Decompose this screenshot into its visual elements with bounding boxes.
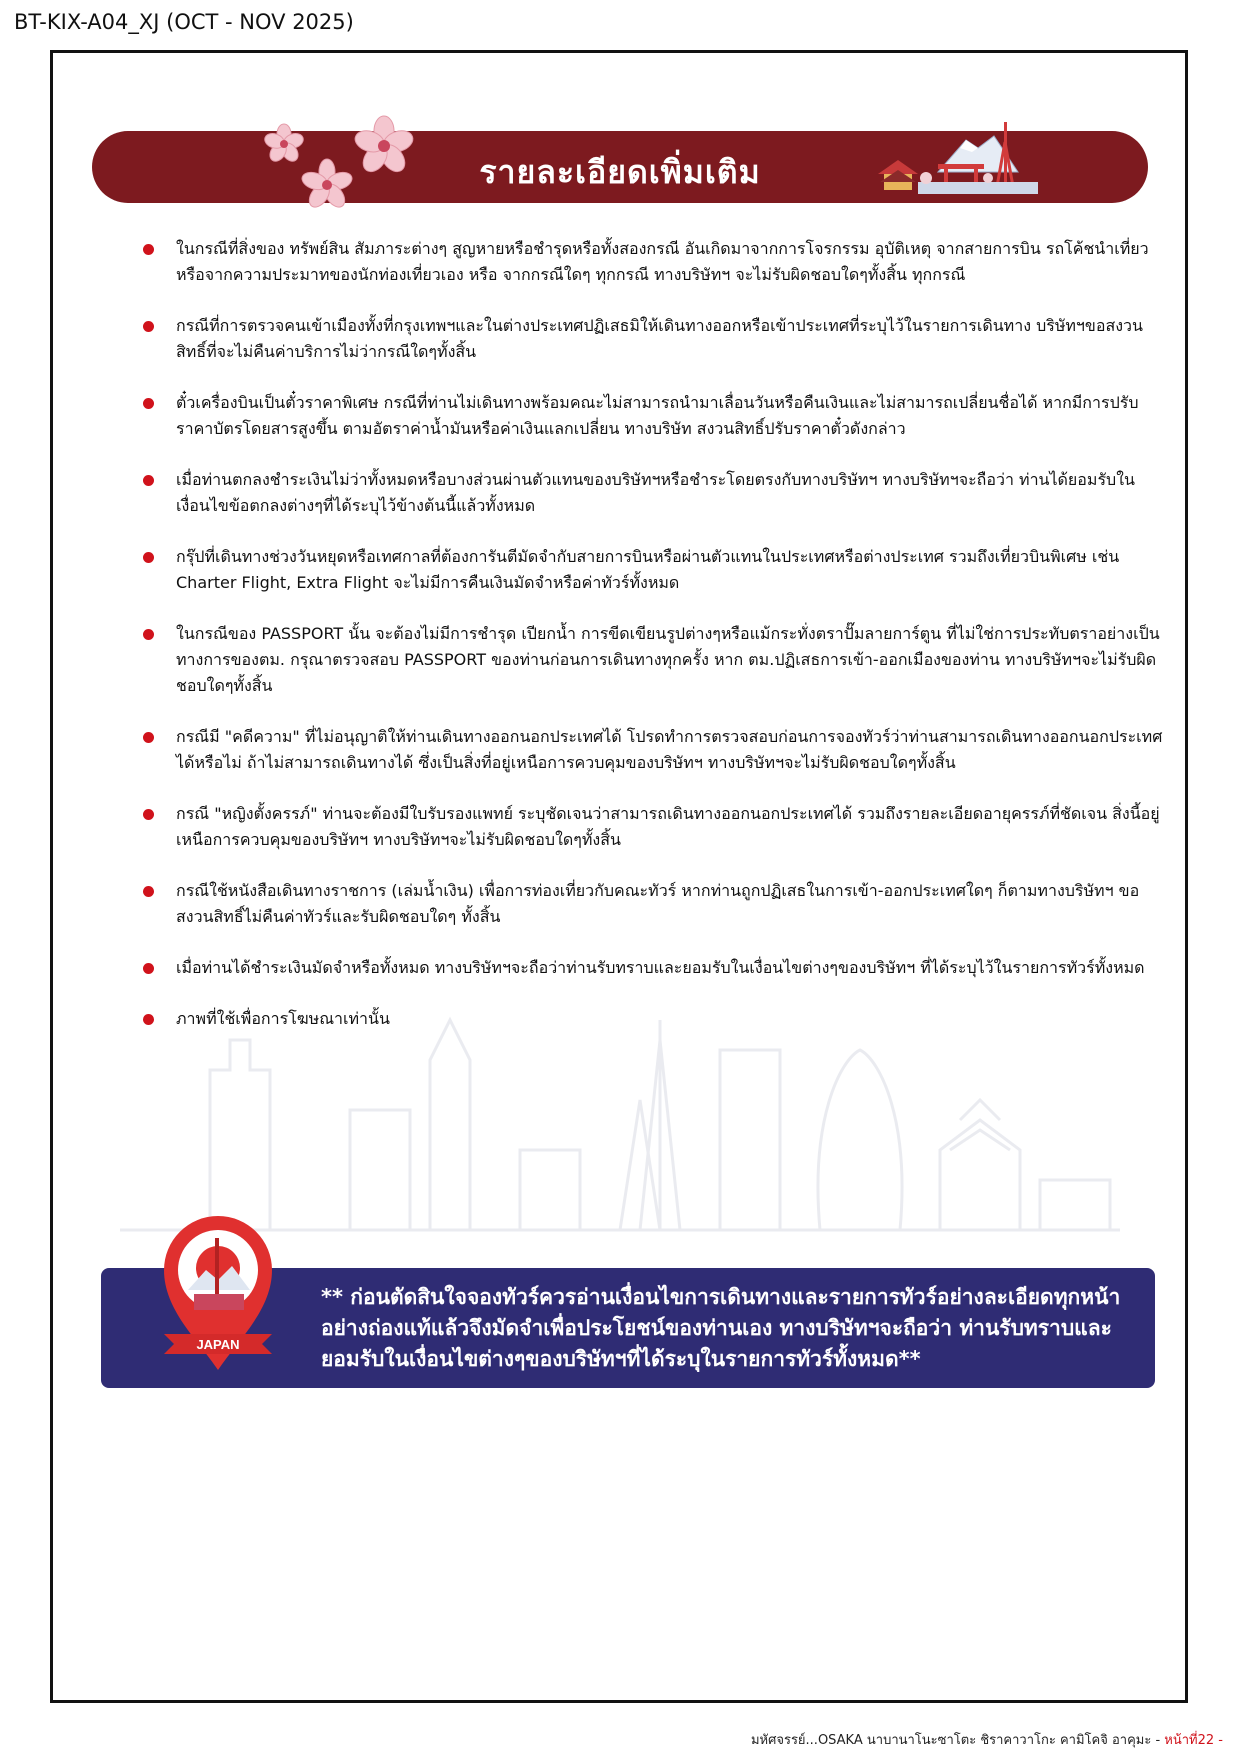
list-item-text: ในกรณีที่สิ่งของ ทรัพย์สิน สัมภาระต่างๆ สูญหายหรือชำรุดหรือทั้งสองกรณี อันเกิดมาจากการโจรกรรม อุบัติเหตุ จากสายการบิน รถโค้ชนำเที่ยว หรือจากความประมาทของนักท่องเที่ยวเอง หรือ จากกรณีใดๆ ทุกกรณี ทางบริษัทฯ จะไม่รับผิดชอบใดๆทั้งสิ้น ทุกกรณี <box>176 239 1149 284</box>
japan-map-pin-icon <box>158 1210 278 1380</box>
bullet-dot-icon <box>143 809 154 820</box>
list-item <box>140 467 1170 519</box>
sakura-flower-icon <box>352 114 416 178</box>
list-item-text: กรณีใช้หนังสือเดินทางราชการ (เล่มน้ำเงิน) เพื่อการท่องเที่ยวกับคณะทัวร์ หากท่านถูกปฏิเสธในการเข้า-ออกประเทศใดๆ ก็ตามทางบริษัทฯ ขอสงวนสิทธิ์ไม่คืนค่าทัวร์และรับผิดชอบใดๆ ทั้งสิ้น <box>176 881 1140 926</box>
list-item-text: กรณี "หญิงตั้งครรภ์" ท่านจะต้องมีใบรับรองแพทย์ ระบุชัดเจนว่าสามารถเดินทางออกนอกประเทศได้ รวมถึงรายละเอียดอายุครรภ์ที่ชัดเจน สิ่งนี้อยู่เหนือการควบคุมของบริษัทฯ ทางบริษัทฯจะไม่รับผิดชอบใดๆทั้งสิ้น <box>176 804 1160 849</box>
bullet-dot-icon <box>143 321 154 332</box>
page-number: หน้าที่22 - <box>1164 1733 1223 1748</box>
pin-label: JAPAN <box>196 1337 240 1352</box>
bullet-dot-icon <box>143 1014 154 1025</box>
list-item <box>140 1006 1170 1032</box>
list-item <box>140 390 1170 442</box>
bullet-dot-icon <box>143 552 154 563</box>
bullet-dot-icon <box>143 963 154 974</box>
list-item-text: เมื่อท่านได้ชำระเงินมัดจำหรือทั้งหมด ทางบริษัทฯจะถือว่าท่านรับทราบและยอมรับในเงื่อนไขต่างๆของบริษัทฯ ที่ได้ระบุไว้ในรายการทัวร์ทั้งหมด <box>176 958 1145 977</box>
list-item <box>140 878 1170 930</box>
list-item <box>140 955 1170 981</box>
bullet-dot-icon <box>143 629 154 640</box>
footer-tour-name: มหัศจรรย์...OSAKA นาบานาโนะซาโตะ ชิราคาวาโกะ คามิโคจิ อาคุมะ - <box>750 1733 1165 1748</box>
bullet-dot-icon <box>143 398 154 409</box>
list-item-text: กรณีที่การตรวจคนเข้าเมืองทั้งที่กรุงเทพฯและในต่างประเทศปฏิเสธมิให้เดินทางออกหรือเข้าประเทศที่ระบุไว้ในรายการเดินทาง บริษัทฯขอสงวนสิทธิ์ที่จะไม่คืนค่าบริการไม่ว่ากรณีใดๆทั้งสิ้น <box>176 316 1143 361</box>
list-item-text: กรุ๊ปที่เดินทางช่วงวันหยุดหรือเทศกาลที่ต้องการันตีมัดจำกับสายการบินหรือผ่านตัวแทนในประเทศหรือต่างประเทศ รวมถึงเที่ยวบินพิเศษ เช่น Charter Flight, Extra Flight จะไม่มีการคืนเงินมัดจำหรือค่าทัวร์ทั้งหมด <box>176 547 1120 592</box>
bullet-dot-icon <box>143 244 154 255</box>
list-item-text: ภาพที่ใช้เพื่อการโฆษณาเท่านั้น <box>176 1009 390 1028</box>
bullet-dot-icon <box>143 475 154 486</box>
list-item <box>140 313 1170 365</box>
list-item <box>140 544 1170 596</box>
city-skyline-watermark <box>120 1000 1120 1240</box>
list-item <box>140 236 1170 288</box>
sakura-flower-icon <box>300 158 354 212</box>
japan-landmarks-illustration <box>878 112 1038 204</box>
bullet-dot-icon <box>143 886 154 897</box>
list-item <box>140 801 1170 853</box>
page-footer <box>751 1729 1223 1750</box>
terms-list <box>140 236 1170 1032</box>
banner-title: รายละเอียดเพิ่มเติม <box>479 153 761 191</box>
list-item-text: เมื่อท่านตกลงชำระเงินไม่ว่าทั้งหมดหรือบางส่วนผ่านตัวแทนของบริษัทฯหรือชำระโดยตรงกับทางบริษัทฯ ทางบริษัทฯจะถือว่า ท่านได้ยอมรับในเงื่อนไขข้อตกลงต่างๆที่ได้ระบุไว้ข้างต้นนี้แล้วทั้งหมด <box>176 470 1135 515</box>
list-item-text: ตั๋วเครื่องบินเป็นตั๋วราคาพิเศษ กรณีที่ท่านไม่เดินทางพร้อมคณะไม่สามารถนำมาเลื่อนวันหรือคืนเงินและไม่สามารถเปลี่ยนชื่อได้ หากมีการปรับราคาบัตรโดยสารสูงขึ้น ตามอัตราค่าน้ำมันหรือค่าเงินแลกเปลี่ยน ทางบริษัท สงวนสิทธิ์ปรับราคาตั๋วดังกล่าว <box>176 393 1139 438</box>
list-item-text: กรณีมี "คดีความ" ที่ไม่อนุญาติให้ท่านเดินทางออกนอกประเทศได้ โปรดทำการตรวจสอบก่อนการจองทัวร์ว่าท่านสามารถเดินทางออกนอกประเทศได้หรือไม่ ถ้าไม่สามารถเดินทางได้ ซึ่งเป็นสิ่งที่อยู่เหนือการควบคุมของบริษัทฯ ทางบริษัทฯจะไม่รับผิดชอบใดๆทั้งสิ้น <box>176 727 1163 772</box>
list-item-text: ในกรณีของ PASSPORT นั้น จะต้องไม่มีการชำรุด เปียกน้ำ การขีดเขียนรูปต่างๆหรือแม้กระทั่งตราปั๊มลายการ์ตูน ที่ไม่ใช่การประทับตราอย่างเป็นทางการของตม. กรุณาตรวจสอบ PASSPORT ของท่านก่อนการเดินทางทุกครั้ง หาก ตม.ปฏิเสธการเข้า-ออกเมืองของท่าน ทางบริษัทฯจะไม่รับผิดชอบใดๆทั้งสิ้น <box>176 624 1160 695</box>
important-note-text: ** ก่อนตัดสินใจจองทัวร์ควรอ่านเงื่อนไขการเดินทางและรายการทัวร์อย่างละเอียดทุกหน้า อย่างถ่องแท้แล้วจึงมัดจำเพื่อประโยชน์ของท่านเอง ทางบริษัทฯจะถือว่า ท่านรับทราบและยอมรับในเงื่อนไขต่างๆของบริษัทฯที่ได้ระบุในรายการทัวร์ทั้งหมด** <box>321 1285 1121 1371</box>
bullet-dot-icon <box>143 732 154 743</box>
document-code: BT-KIX-A04_XJ (OCT - NOV 2025) <box>14 10 354 34</box>
list-item <box>140 621 1170 699</box>
list-item <box>140 724 1170 776</box>
